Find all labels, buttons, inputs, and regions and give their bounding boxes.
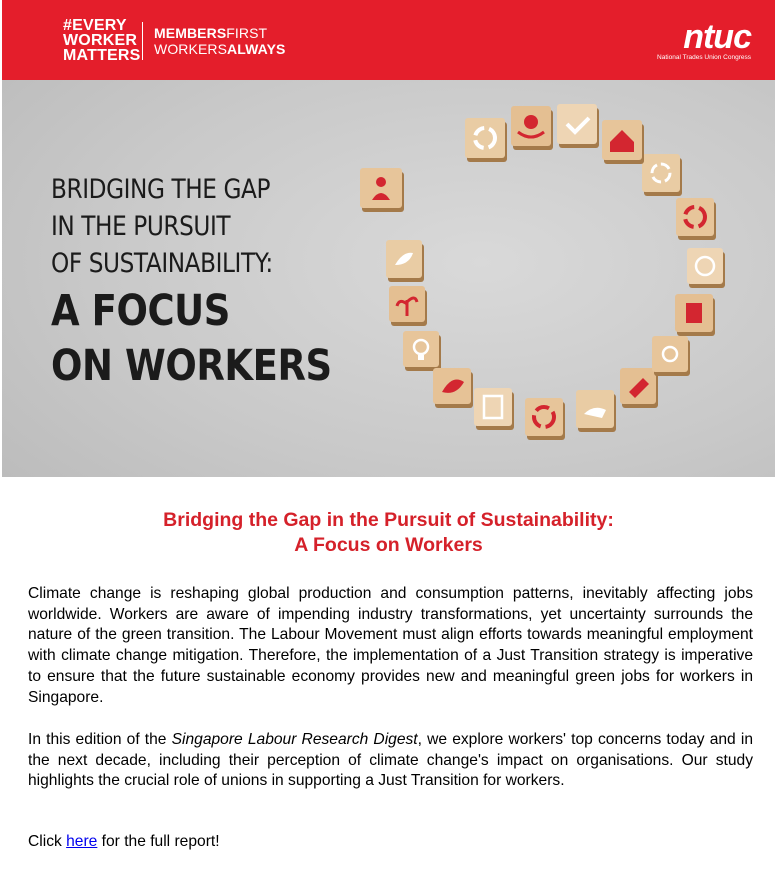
full-report-link[interactable]: here <box>66 833 98 850</box>
digest-text-before: In this edition of the <box>28 731 172 748</box>
article-title-line1: Bridging the Gap in the Pursuit of Sustainability: <box>163 509 614 531</box>
digest-paragraph <box>28 730 753 792</box>
cta-paragraph <box>28 832 753 853</box>
cube-recycle-icon <box>525 398 565 440</box>
cube-plant-icon <box>389 286 427 326</box>
article-title-line2: A Focus on Workers <box>294 534 483 556</box>
intro-paragraph: Climate change is reshaping global production and consumption patterns, inevitably affecting jobs worldwide. Workers are aware of impending industry transformations, yet uncertainty surrounds the nature of the green transition. The Labour Movement must align efforts towards meaningful employment with climate change mitigation. Therefore, the implementation of a Just Transition strategy is imperative to ensure that the future sustainable economy provides new and meaningful green jobs for workers in Singapore. <box>28 585 753 706</box>
always-text: ALWAYS <box>227 41 286 57</box>
ntuc-logo-word: ntuc <box>683 18 751 56</box>
members-text: MEMBERS <box>154 25 227 41</box>
cube-house-icon <box>602 120 644 164</box>
cube-recycle-white-icon <box>465 118 507 162</box>
tagline-line: #EVERY <box>63 17 127 34</box>
cube-sun-icon <box>652 336 690 376</box>
hero-banner <box>2 0 775 477</box>
cube-hand-icon <box>576 390 616 432</box>
first-text: FIRST <box>226 25 268 41</box>
tagline-line: MATTERS <box>63 47 141 64</box>
headline-line: IN THE PURSUIT <box>51 211 231 242</box>
cta-text-after: for the full report! <box>97 833 220 850</box>
cube-hands-globe-icon <box>511 106 553 150</box>
cube-paper-icon <box>474 388 514 430</box>
cube-price-tag-icon <box>620 368 658 408</box>
headline-bold-line: A FOCUS <box>51 286 230 336</box>
tagline-line: WORKER <box>63 32 138 49</box>
article-title <box>0 508 777 558</box>
ntuc-logo-subtitle: National Trades Union Congress <box>657 54 751 61</box>
banner-headline <box>51 171 377 394</box>
cube-leaf-icon <box>433 368 473 408</box>
digest-publication-title: Singapore Labour Research Digest <box>171 731 418 748</box>
headline-line: OF SUSTAINABILITY: <box>51 248 273 279</box>
cube-check-icon <box>557 104 599 148</box>
digest-text-after: , we explore workers' top concerns today and in the next decade, including their perception of climate change's impact on organisations. Our study highlights the crucial role of unions in supporting a Just Transition for workers. <box>28 731 753 790</box>
cube-globe-icon <box>687 248 725 288</box>
headline-line: BRIDGING THE GAP <box>51 174 271 205</box>
cube-arrows-icon <box>642 154 682 196</box>
workers-text: WORKERS <box>154 41 228 57</box>
cube-bulb-icon <box>403 331 441 371</box>
cube-cycle-icon <box>676 198 716 240</box>
cube-recycle-bin-icon <box>675 294 715 336</box>
cube-hand-leaf-icon <box>386 240 424 282</box>
headline-bold-line: ON WORKERS <box>51 341 332 391</box>
cta-text-before: Click <box>28 833 67 850</box>
